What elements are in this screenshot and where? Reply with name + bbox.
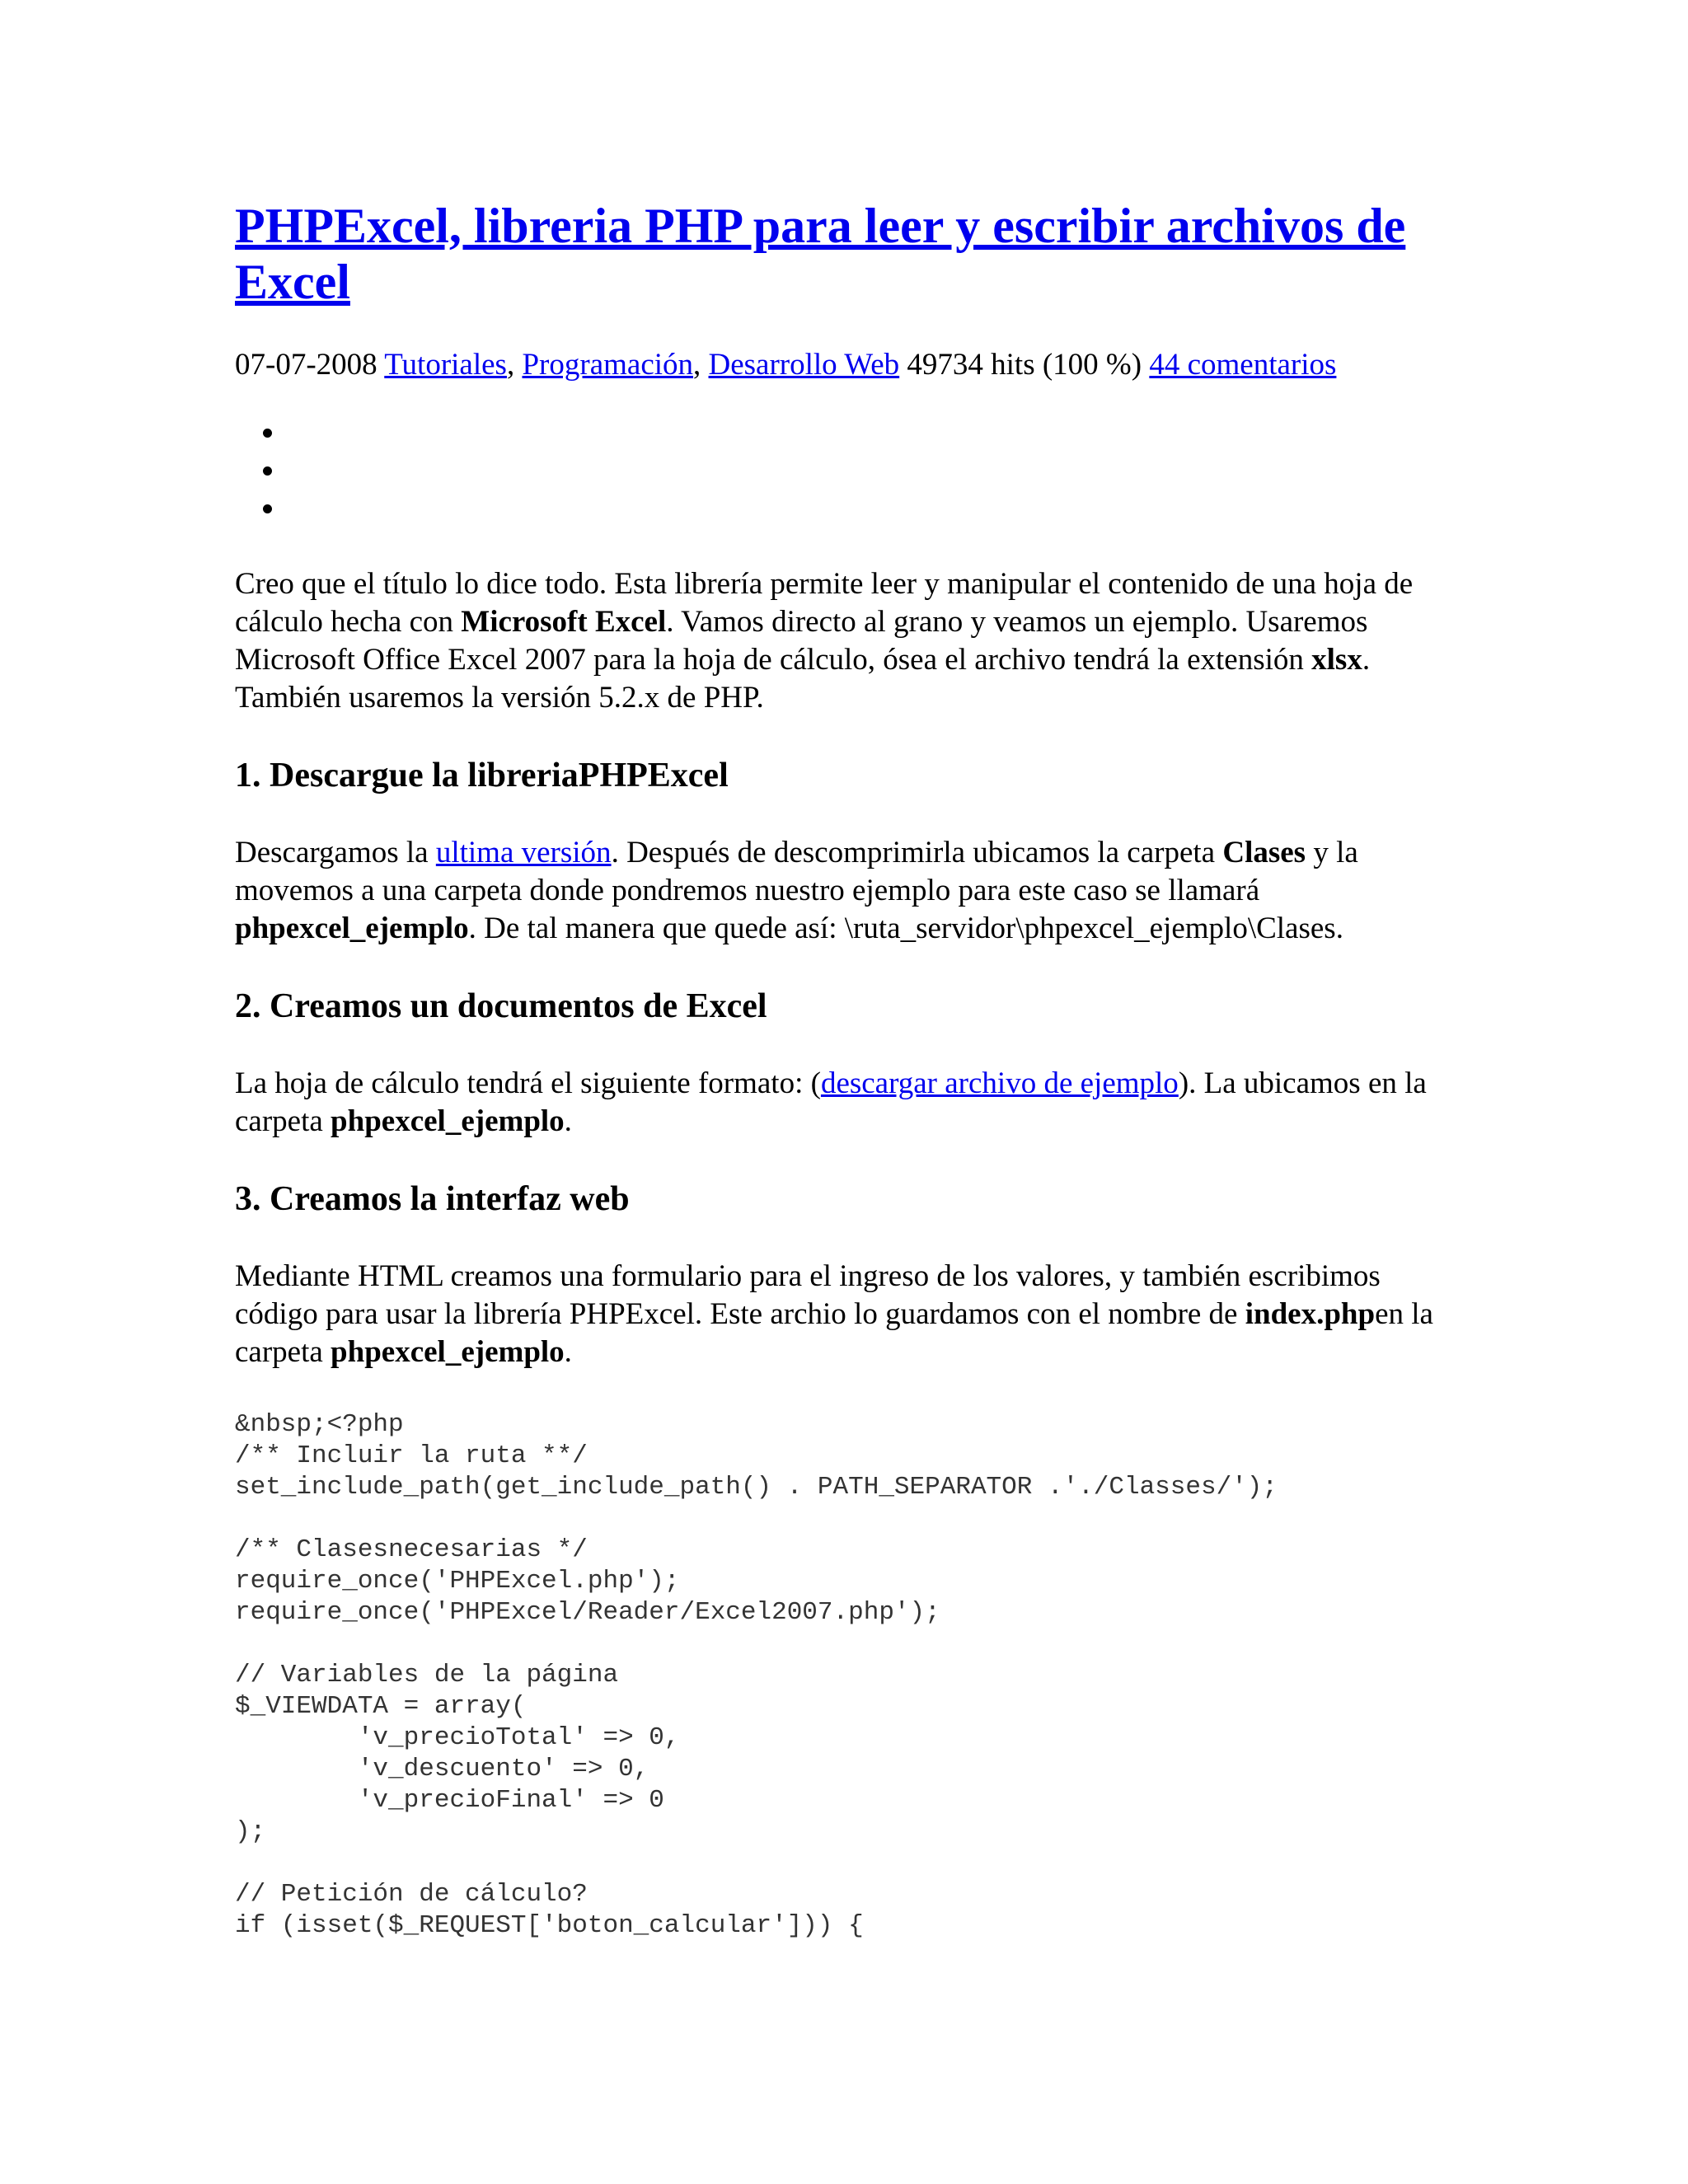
section1-bold-clases: Clases	[1222, 836, 1306, 869]
comments-link[interactable]: 44 comentarios	[1149, 348, 1337, 382]
section3-paragraph	[235, 1258, 1455, 1371]
section3-bold-folder: phpexcel_ejemplo	[331, 1335, 565, 1369]
section2-text: La hoja de cálculo tendrá el siguiente formato: (	[235, 1066, 821, 1100]
section3-text: en la carpeta	[235, 1297, 1433, 1369]
section3-text: .	[564, 1335, 572, 1369]
section3-bold-index: index.php	[1245, 1297, 1376, 1331]
intro-text: . También usaremos la versión 5.2.x de PHP.	[235, 643, 1371, 715]
article-date: 07-07-2008	[235, 348, 377, 382]
download-example-link[interactable]: descargar archivo de ejemplo	[820, 1066, 1179, 1100]
section1-text: . Después de descomprimirla ubicamos la carpeta	[611, 836, 1223, 869]
section1-paragraph	[235, 834, 1455, 948]
category-link-tutoriales[interactable]: Tutoriales	[384, 348, 507, 382]
latest-version-link[interactable]: ultima versión	[435, 836, 612, 869]
section3-text: Mediante HTML creamos una formulario para el ingreso de los valores, y también escribimos código para usar la librería PHPExcel. Este archio lo guardamos con el nombre de	[235, 1259, 1381, 1331]
section1-text: . De tal manera que quede así: \ruta_servidor\phpexcel_ejemplo\Clases.	[468, 912, 1343, 945]
section2-paragraph	[235, 1065, 1455, 1141]
section1-bold-folder: phpexcel_ejemplo	[235, 912, 469, 945]
article-title-link[interactable]: PHPExcel, libreria PHP para leer y escribir archivos de Excel	[235, 199, 1406, 309]
intro-text: . Vamos directo al grano y veamos un ejemplo. Usaremos Microsoft Office Excel 2007 para la hoja de cálculo, ósea el archivo tendrá la extensión	[235, 605, 1368, 677]
code-block: &nbsp;<?php /** Incluir la ruta **/ set_include_path(get_include_path() . PATH_SEPARATOR .'./Classes/'); /** Clasesnecesarias */ require_once('PHPExcel.php'); require_once('PHPExcel/Reader/Excel2007.php'); // Variables de la página $_VIEWDATA = array( 'v_precioTotal' => 0, 'v_descuento' => 0, 'v_precioFinal' => 0 ); // Petición de cálculo? if (isset($_REQUEST['boton_calcular'])) {	[235, 1410, 1278, 1940]
list-item	[286, 490, 1455, 527]
section2-text: .	[564, 1104, 572, 1138]
hits-count: 49734 hits (100 %)	[907, 348, 1142, 382]
article	[235, 198, 1455, 1942]
share-list	[235, 414, 1455, 527]
intro-bold-xlsx: xlsx	[1311, 643, 1362, 677]
list-item	[286, 414, 1455, 452]
list-item	[286, 452, 1455, 490]
section2-text: ). La ubicamos en la carpeta	[235, 1066, 1427, 1138]
section1-text: y la movemos a una carpeta donde pondremos nuestro ejemplo para este caso se llamará	[235, 836, 1358, 907]
intro-bold-excel: Microsoft Excel	[461, 605, 667, 639]
intro-text: Creo que el título lo dice todo. Esta librería permite leer y manipular el contenido de una hoja de cálculo hecha con	[235, 567, 1414, 639]
section-heading-1: 1. Descargue la libreriaPHPExcel	[235, 757, 729, 794]
article-meta: 07-07-2008 Tutoriales, Programación, Desarrollo Web 49734 hits (100 %) 44 comentarios	[235, 348, 1337, 382]
section-heading-3: 3. Creamos la interfaz web	[235, 1180, 630, 1218]
article-title	[235, 198, 1455, 310]
section2-bold-folder: phpexcel_ejemplo	[331, 1104, 565, 1138]
section-heading-2: 2. Creamos un documentos de Excel	[235, 987, 767, 1025]
category-link-desarrollo-web[interactable]: Desarrollo Web	[708, 348, 900, 382]
intro-paragraph	[235, 565, 1455, 717]
category-link-programacion[interactable]: Programación	[522, 348, 694, 382]
section1-text: Descargamos la	[235, 836, 436, 869]
